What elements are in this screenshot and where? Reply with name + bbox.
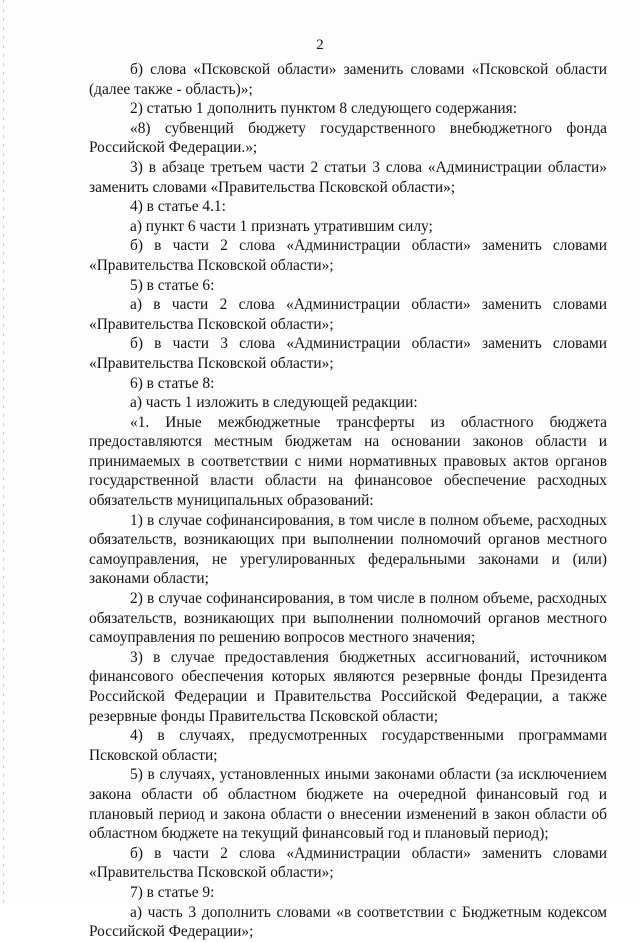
paragraph-7a: а) часть 3 дополнить словами «в соответствии с Бюджетным кодексом Российской Федерации»; [89, 903, 607, 941]
paragraph-6a-item-2: 2) в случае софинансирования, в том числе в полном объеме, расходных обязательств, возникающих при выполнении полномочий органов местного самоуправления по решению вопросов местного значения; [89, 590, 607, 647]
paragraph-4a: а) пункт 6 части 1 признать утратившим силу; [130, 217, 433, 235]
paragraph-6a-item-4: 4) в случаях, предусмотренных государственными программами Псковской области; [89, 727, 607, 764]
paragraph-6a-item-3: 3) в случае предоставления бюджетных ассигнований, источником финансового обеспечения которых являются резервные фонды Президента Российской Федерации и Правительства Российской Федерации, а также резервные фонды Правительства Псковской области; [89, 648, 607, 725]
paragraph-1b-wording: б) слова «Псковской области» заменить словами «Псковской области (далее также - область)»; [89, 61, 607, 98]
scan-edge [3, 0, 4, 905]
paragraph-5b: б) в части 3 слова «Администрации области» заменить словами «Правительства Псковской области»; [89, 335, 607, 372]
paragraph-5: 5) в статье 6: [130, 276, 215, 294]
paragraph-2-item-8: «8) субвенций бюджету государственного внебюджетного фонда Российской Федерации.»; [89, 119, 607, 157]
document-body [89, 60, 607, 942]
paragraph-6a-item-5: 5) в случаях, установленных иными законами области (за исключением закона области об областном бюджете на очередной финансовый год и плановый период и закона области о внесении изменений в закон области об областном бюджете на текущий финансовый год и плановый период); [89, 766, 607, 843]
paragraph-7: 7) в статье 9: [130, 883, 215, 901]
paragraph-6a-item-1: 1) в случае софинансирования, в том числе в полном объеме, расходных обязательств, возникающих при выполнении полномочий органов местного самоуправления, не урегулированных федеральными законами и (или) законами области; [89, 511, 607, 588]
page-number: 2 [316, 37, 324, 53]
paragraph-2: 2) статью 1 дополнить пунктом 8 следующего содержания: [130, 100, 518, 118]
paragraph-5a: а) в части 2 слова «Администрации области» заменить словами «Правительства Псковской области»; [89, 296, 607, 333]
paragraph-6a: а) часть 1 изложить в следующей редакции: [130, 394, 418, 412]
paragraph-4b: б) в части 2 слова «Администрации области» заменить словами «Правительства Псковской области»; [89, 237, 607, 274]
paragraph-4: 4) в статье 4.1: [130, 198, 226, 216]
paragraph-6b: б) в части 2 слова «Администрации области» заменить словами «Правительства Псковской области»; [89, 844, 607, 882]
paragraph-3: 3) в абзаце третьем части 2 статьи 3 слова «Администрации области» заменить словами «Правительства Псковской области»; [89, 158, 607, 196]
paragraph-6a-part-1: «1. Иные межбюджетные трансферты из областного бюджета предоставляются местным бюджетам на основании законов области и принимаемых в соответствии с ними нормативных правовых актов органов государственной власти области на финансовое обеспечение расходных обязательств муниципальных образований: [89, 413, 607, 510]
paragraph-6: 6) в статье 8: [130, 374, 215, 392]
